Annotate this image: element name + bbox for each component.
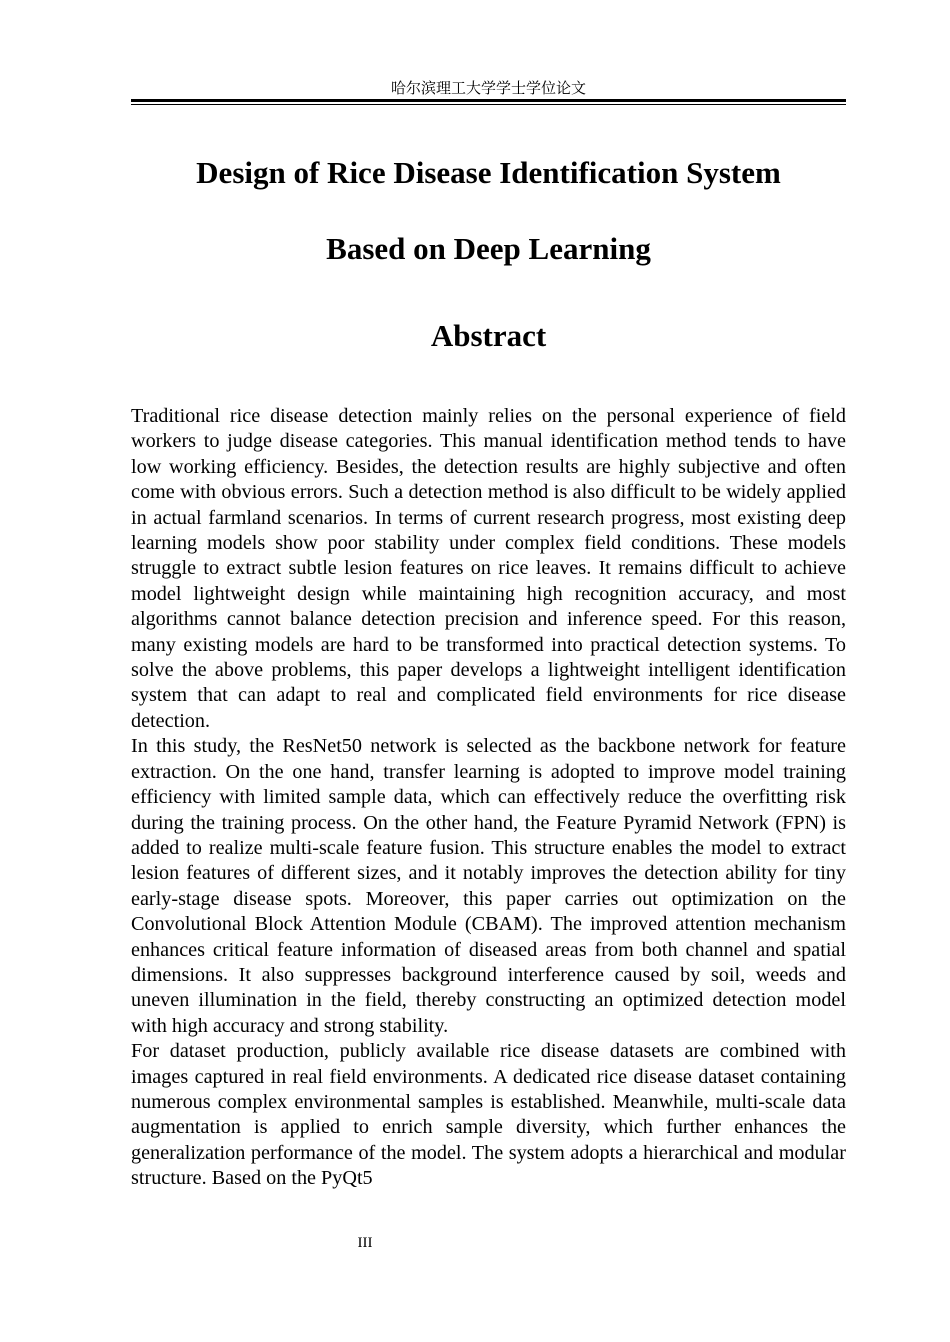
- abstract-body: [131, 404, 846, 1192]
- title-line-1: Design of Rice Disease Identification System: [196, 155, 781, 190]
- abstract-paragraph-3: For dataset production, publicly available rice disease datasets are combined with images captured in real field environments. A dedicated rice disease dataset containing numerous complex environmental samples is established. Meanwhile, multi-scale data augmentation is applied to enrich sample diversity, which further enhances the generalization performance of the model. The system adopts a hierarchical and modular structure. Based on the PyQt5: [131, 1040, 846, 1190]
- header-rule-thick: [131, 99, 846, 102]
- title-line-2: Based on Deep Learning: [326, 231, 651, 266]
- page-number: III: [357, 1235, 373, 1251]
- abstract-paragraph-2: In this study, the ResNet50 network is selected as the backbone network for feature extraction. On the one hand, transfer learning is adopted to improve model training efficiency with limited sample data, which can effectively reduce the overfitting risk during the training process. On the other hand, the Feature Pyramid Network (FPN) is added to realize multi-scale feature fusion. This structure enables the model to extract lesion features of different sizes, and it notably improves the detection ability for tiny early-stage disease spots. Moreover, this paper carries out optimization on the Convolutional Block Attention Module (CBAM). The improved attention mechanism enhances critical feature information of diseased areas from both channel and spatial dimensions. It also suppresses background interference caused by soil, weeds and uneven illumination in the field, thereby constructing an optimized detection model with high accuracy and strong stability.: [131, 735, 846, 1037]
- header-rule-thin: [131, 104, 846, 105]
- running-header: 哈尔滨理工大学学士学位论文: [390, 79, 586, 97]
- abstract-heading: Abstract: [430, 318, 547, 353]
- abstract-paragraph-1: Traditional rice disease detection mainly relies on the personal experience of field workers to judge disease categories. This manual identification method tends to have low working efficiency. Besides, the detection results are highly subjective and often come with obvious errors. Such a detection method is also difficult to be widely applied in actual farmland scenarios. In terms of current research progress, most existing deep learning models show poor stability under complex field conditions. These models struggle to extract subtle lesion features on rice leaves. It remains difficult to achieve model lightweight design while maintaining high recognition accuracy, and most algorithms cannot balance detection precision and inference speed. For this reason, many existing models are hard to be transformed into practical detection systems. To solve the above problems, this paper develops a lightweight intelligent identification system that can adapt to real and complicated field environments for rice disease detection.: [131, 405, 846, 732]
